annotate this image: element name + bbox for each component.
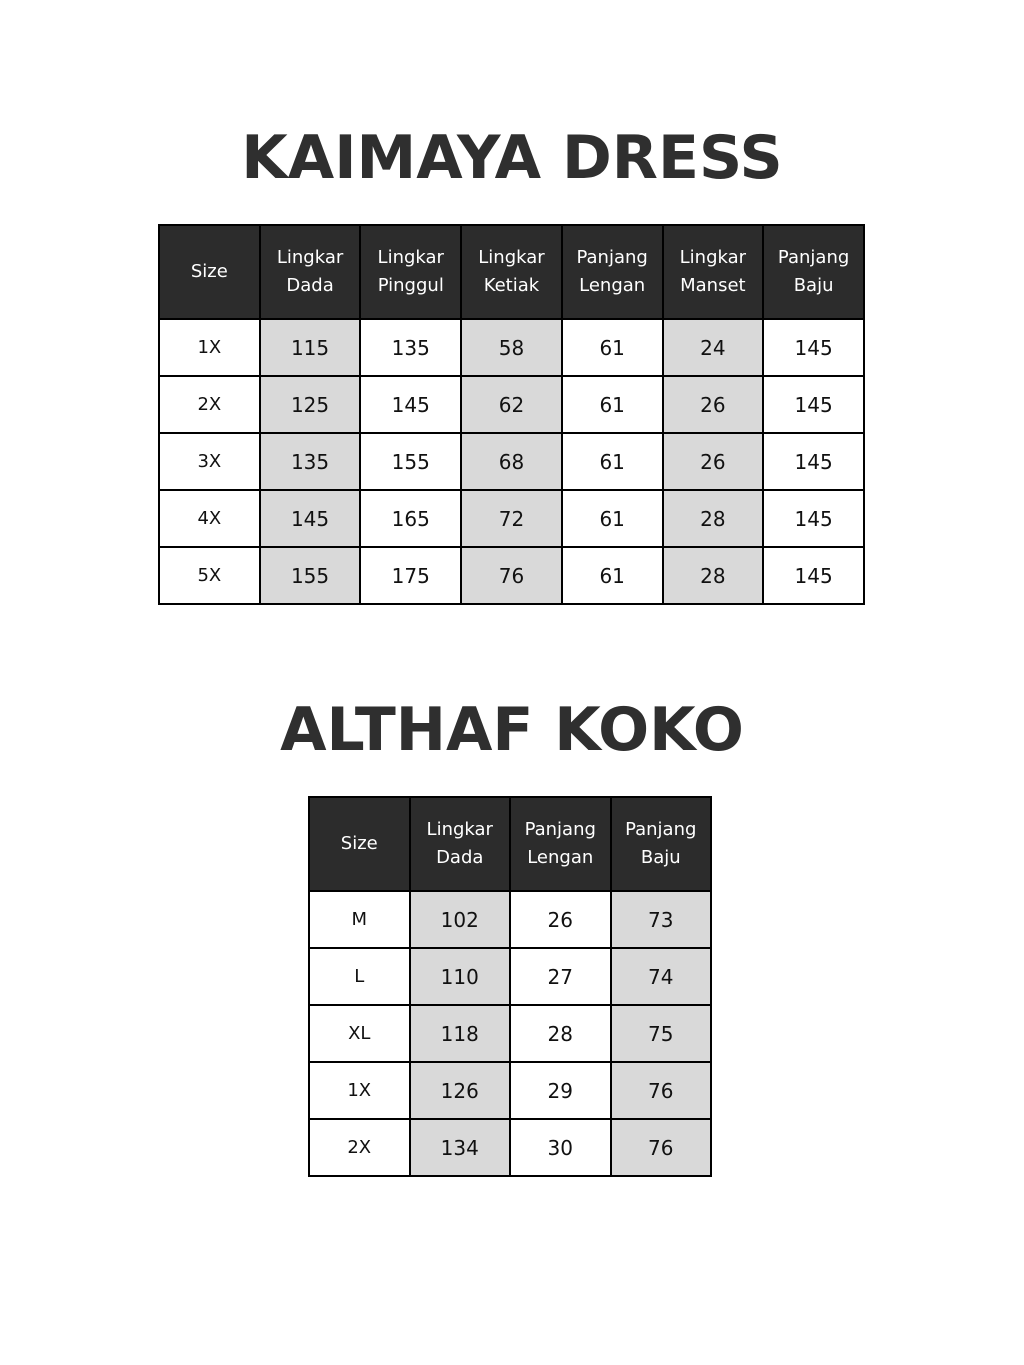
measurement-cell: 29 — [510, 1062, 611, 1119]
size-cell: 1X — [159, 319, 260, 376]
measurement-cell: 73 — [611, 891, 712, 948]
table-row — [309, 1062, 711, 1119]
table-row — [309, 948, 711, 1005]
koko-header-0 — [309, 797, 410, 891]
dress-header-2 — [360, 225, 461, 319]
measurement-cell: 75 — [611, 1005, 712, 1062]
dress-header-label: Pinggul — [377, 275, 444, 296]
measurement-cell: 145 — [763, 490, 864, 547]
koko-table-body — [309, 891, 711, 1176]
dress-header-label: Lingkar — [679, 247, 747, 268]
measurement-cell: 145 — [763, 319, 864, 376]
dress-header-label: Baju — [793, 275, 834, 296]
koko-header-label: Dada — [436, 847, 484, 868]
measurement-cell: 165 — [360, 490, 461, 547]
measurement-cell: 115 — [260, 319, 361, 376]
measurement-cell: 26 — [663, 433, 764, 490]
table-row — [309, 1119, 711, 1176]
measurement-cell: 61 — [562, 376, 663, 433]
koko-size-table — [308, 796, 712, 1177]
table-row — [309, 891, 711, 948]
size-cell: 3X — [159, 433, 260, 490]
measurement-cell: 24 — [663, 319, 764, 376]
measurement-cell: 74 — [611, 948, 712, 1005]
measurement-cell: 145 — [763, 547, 864, 604]
dress-header-0 — [159, 225, 260, 319]
table-row — [159, 376, 864, 433]
dress-header-label: Panjang — [576, 247, 648, 268]
dress-header-1 — [260, 225, 361, 319]
koko-header-label: Panjang — [524, 819, 596, 840]
measurement-cell: 135 — [260, 433, 361, 490]
dress-header-label: Ketiak — [483, 275, 540, 296]
koko-header-2 — [510, 797, 611, 891]
measurement-cell: 145 — [763, 433, 864, 490]
dress-header-label: Dada — [286, 275, 334, 296]
measurement-cell: 76 — [461, 547, 562, 604]
table-row — [159, 547, 864, 604]
measurement-cell: 175 — [360, 547, 461, 604]
koko-title: ALTHAF KOKO — [280, 695, 744, 765]
dress-header-label: Manset — [680, 275, 746, 296]
measurement-cell: 27 — [510, 948, 611, 1005]
dress-header-label: Lingkar — [478, 247, 545, 268]
table-row — [309, 1005, 711, 1062]
koko-header-3 — [611, 797, 712, 891]
measurement-cell: 61 — [562, 319, 663, 376]
koko-header-label: Size — [340, 833, 378, 854]
koko-header-label: Baju — [640, 847, 681, 868]
table-row — [159, 433, 864, 490]
dress-header-label: Lengan — [579, 275, 646, 296]
measurement-cell: 61 — [562, 433, 663, 490]
measurement-cell: 62 — [461, 376, 562, 433]
measurement-cell: 72 — [461, 490, 562, 547]
measurement-cell: 125 — [260, 376, 361, 433]
measurement-cell: 61 — [562, 547, 663, 604]
measurement-cell: 102 — [410, 891, 511, 948]
measurement-cell: 28 — [510, 1005, 611, 1062]
measurement-cell: 126 — [410, 1062, 511, 1119]
size-cell: 5X — [159, 547, 260, 604]
measurement-cell: 30 — [510, 1119, 611, 1176]
table-row — [159, 490, 864, 547]
measurement-cell: 135 — [360, 319, 461, 376]
measurement-cell: 145 — [360, 376, 461, 433]
koko-header-row — [309, 797, 711, 891]
dress-header-label: Panjang — [777, 247, 850, 268]
size-cell: 2X — [309, 1119, 410, 1176]
measurement-cell: 134 — [410, 1119, 511, 1176]
dress-header-label: Lingkar — [377, 247, 444, 268]
dress-header-label: Size — [190, 261, 228, 282]
measurement-cell: 110 — [410, 948, 511, 1005]
koko-header-1 — [410, 797, 511, 891]
dress-header-row — [159, 225, 864, 319]
measurement-cell: 26 — [510, 891, 611, 948]
size-cell: 2X — [159, 376, 260, 433]
table-row — [159, 319, 864, 376]
size-cell: L — [309, 948, 410, 1005]
size-cell: 1X — [309, 1062, 410, 1119]
measurement-cell: 76 — [611, 1119, 712, 1176]
measurement-cell: 155 — [260, 547, 361, 604]
dress-header-5 — [663, 225, 764, 319]
size-cell: M — [309, 891, 410, 948]
measurement-cell: 155 — [360, 433, 461, 490]
dress-size-table — [158, 224, 865, 605]
measurement-cell: 68 — [461, 433, 562, 490]
dress-header-label: Lingkar — [276, 247, 344, 268]
measurement-cell: 28 — [663, 547, 764, 604]
dress-header-4 — [562, 225, 663, 319]
koko-header-label: Lengan — [527, 847, 594, 868]
measurement-cell: 61 — [562, 490, 663, 547]
measurement-cell: 76 — [611, 1062, 712, 1119]
size-cell: XL — [309, 1005, 410, 1062]
dress-header-6 — [763, 225, 864, 319]
measurement-cell: 145 — [260, 490, 361, 547]
koko-header-label: Panjang — [625, 819, 697, 840]
measurement-cell: 118 — [410, 1005, 511, 1062]
measurement-cell: 26 — [663, 376, 764, 433]
measurement-cell: 58 — [461, 319, 562, 376]
size-cell: 4X — [159, 490, 260, 547]
measurement-cell: 145 — [763, 376, 864, 433]
dress-title: KAIMAYA DRESS — [241, 123, 783, 193]
dress-header-3 — [461, 225, 562, 319]
measurement-cell: 28 — [663, 490, 764, 547]
koko-header-label: Lingkar — [426, 819, 493, 840]
dress-table-body — [159, 319, 864, 604]
